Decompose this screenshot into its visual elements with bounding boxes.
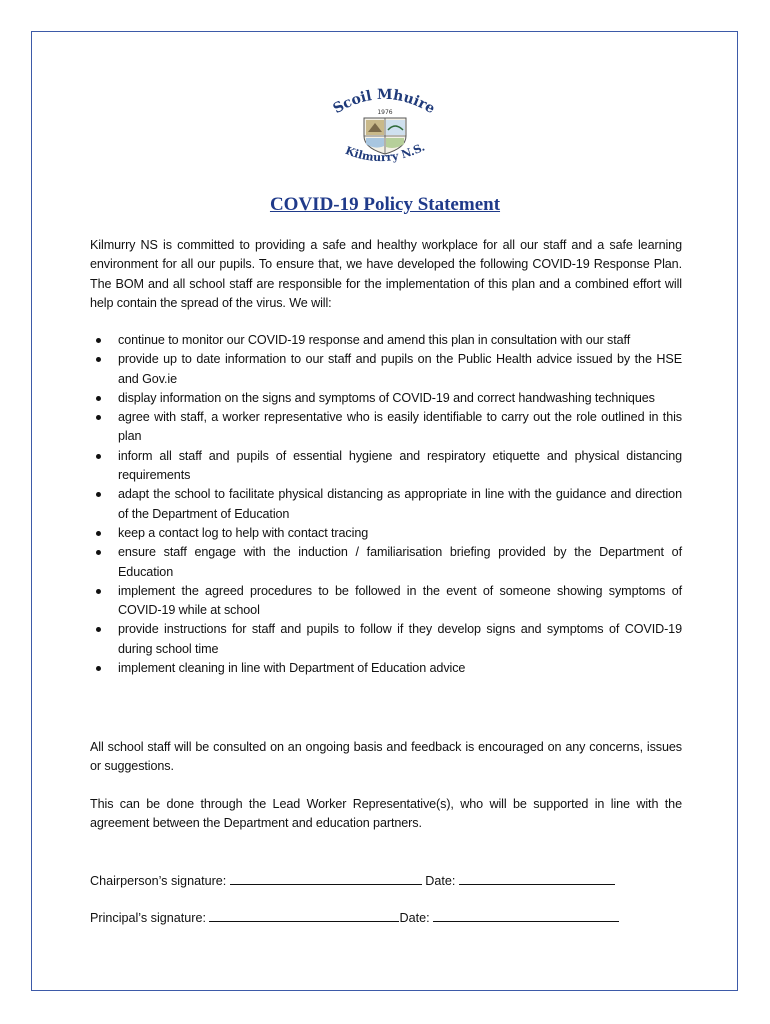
list-item: continue to monitor our COVID-19 response and amend this plan in consultation with our staff — [90, 331, 682, 350]
principal-signature-field[interactable] — [209, 909, 399, 922]
list-item: display information on the signs and symptoms of COVID-19 and correct handwashing techniques — [90, 389, 682, 408]
list-item: agree with staff, a worker representative who is easily identifiable to carry out the role outlined in this plan — [90, 408, 682, 447]
principal-date-field[interactable] — [433, 909, 619, 922]
principal-signature-row — [90, 909, 619, 925]
list-item: provide instructions for staff and pupils to follow if they develop signs and symptoms of COVID-19 during school time — [90, 620, 682, 659]
chairperson-signature-row — [90, 872, 615, 888]
consultation-paragraph: All school staff will be consulted on an ongoing basis and feedback is encouraged on any concerns, issues or suggestions. — [90, 740, 682, 774]
principal-date-label: Date: — [399, 911, 430, 925]
list-item: provide up to date information to our staff and pupils on the Public Health advice issued by the HSE and Gov.ie — [90, 350, 682, 389]
chairperson-date-field[interactable] — [459, 872, 615, 885]
crest-icon — [364, 118, 406, 154]
principal-signature-label: Principal’s signature: — [90, 911, 206, 925]
chairperson-date-label: Date: — [425, 874, 456, 888]
logo-bottom-text: Kilmurry N.S. — [343, 140, 427, 165]
logo-top-text: Scoil Mhuire — [330, 86, 438, 118]
chairperson-signature-field[interactable] — [230, 872, 422, 885]
school-logo — [328, 84, 440, 172]
lead-worker-paragraph: This can be done through the Lead Worker Representative(s), who will be supported in line with the agreement between the Department and education partners. — [90, 797, 682, 831]
list-item: adapt the school to facilitate physical distancing as appropriate in line with the guidance and direction of the Department of Education — [90, 485, 682, 524]
list-item: ensure staff engage with the induction / familiarisation briefing provided by the Department of Education — [90, 543, 682, 582]
list-item: implement the agreed procedures to be followed in the event of someone showing symptoms of COVID-19 while at school — [90, 582, 682, 621]
page-title: COVID-19 Policy Statement — [269, 194, 501, 215]
chairperson-signature-label: Chairperson’s signature: — [90, 874, 227, 888]
intro-paragraph: Kilmurry NS is committed to providing a safe and healthy workplace for all our staff and a safe learning environment for all our pupils. To ensure that, we have developed the following COVID-19 Response Plan. The BOM and all school staff are responsible for the implementation of this plan and a combined effort will help contain the spread of the virus. We will: — [90, 238, 682, 310]
logo-year: 1976 — [377, 109, 393, 116]
list-item: keep a contact log to help with contact tracing — [90, 524, 682, 543]
commitments-list — [90, 331, 682, 678]
list-item: implement cleaning in line with Department of Education advice — [90, 659, 682, 678]
list-item: inform all staff and pupils of essential hygiene and respiratory etiquette and physical distancing requirements — [90, 447, 682, 486]
